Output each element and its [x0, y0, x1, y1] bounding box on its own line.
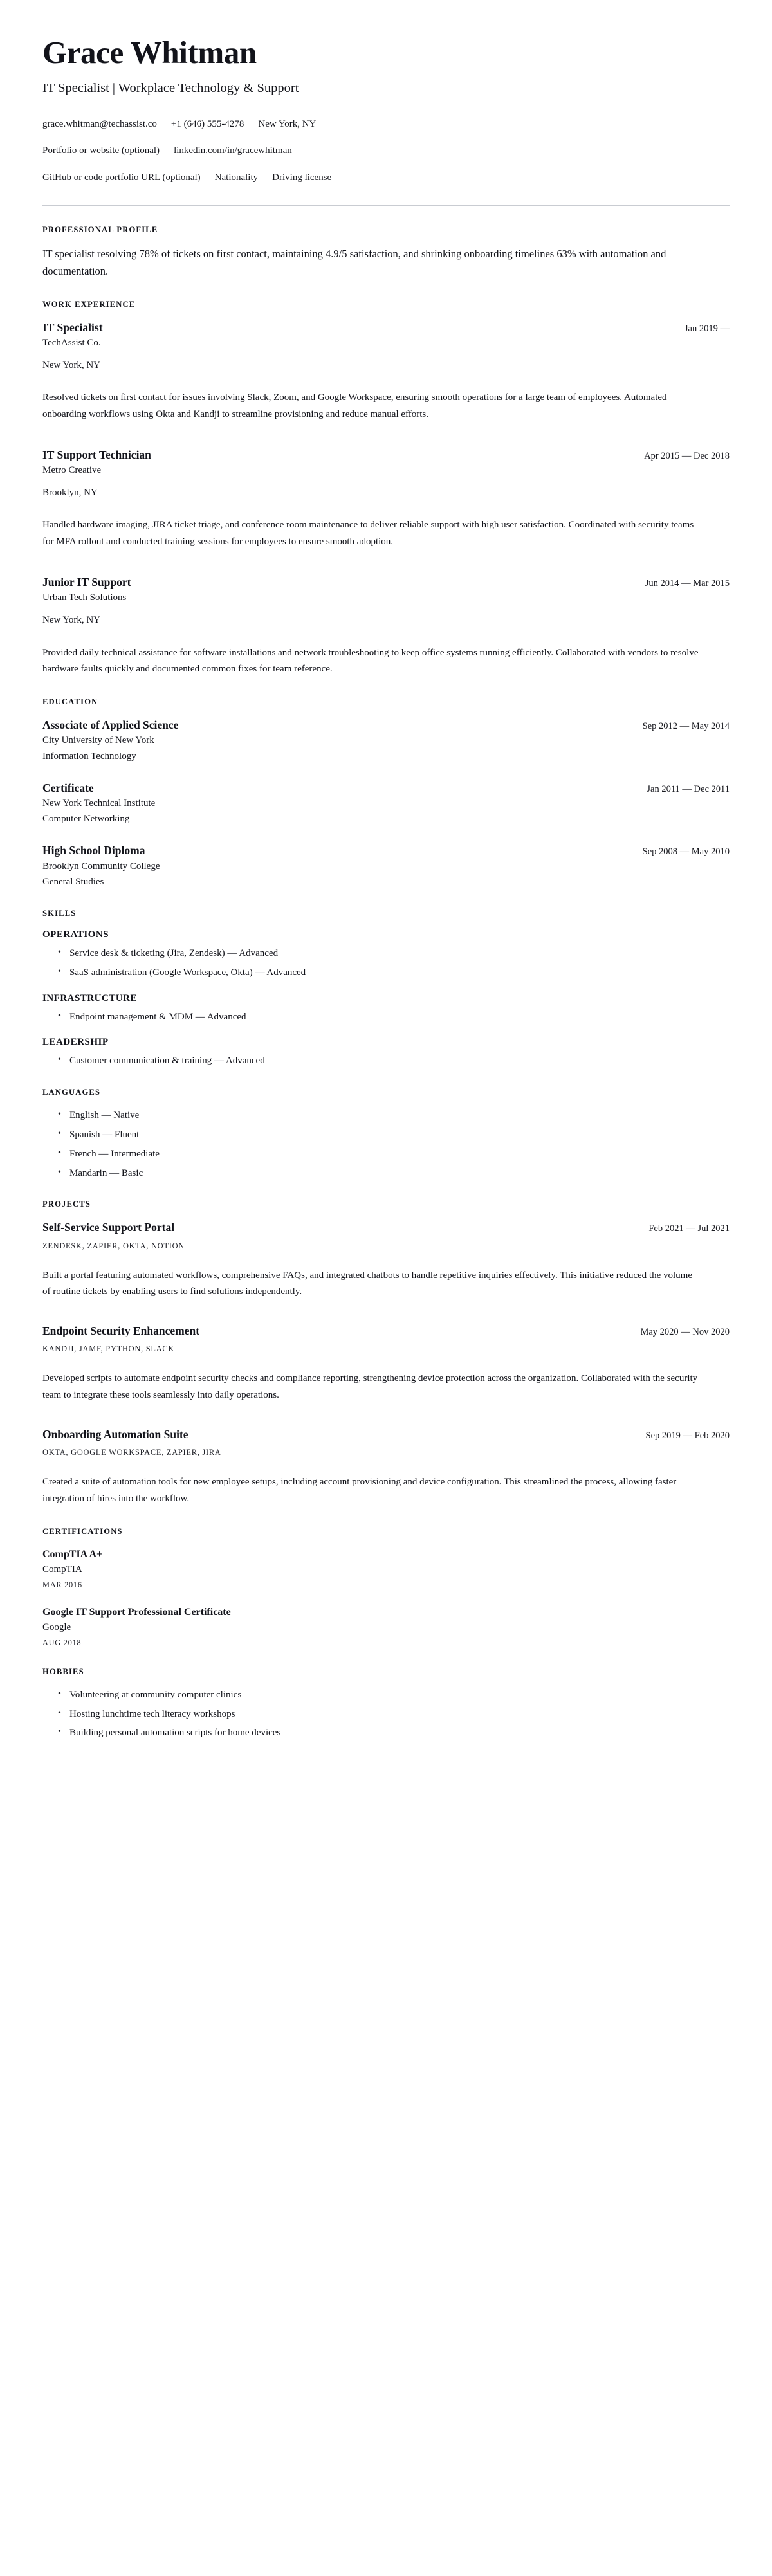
- work-job-location: Brooklyn, NY: [42, 488, 98, 498]
- section-title-work: WORK EXPERIENCE: [42, 299, 136, 309]
- project-dates: Sep 2019 — Feb 2020: [645, 1430, 730, 1441]
- work-job-description: Resolved tickets on first contact for issues involving Slack, Zoom, and Google Workspace, ensuring smooth operations for a large team of employees. Automated onboarding workflows using Okta and Kandji to streamline provisioning and reduce manual efforts.: [42, 392, 667, 419]
- certification-name: Google IT Support Professional Certificate: [42, 1606, 231, 1618]
- work-job-title: Junior IT Support: [42, 575, 131, 589]
- hobby-item: • Volunteering at community computer clinics: [58, 1688, 730, 1703]
- language-item: • French — Intermediate: [58, 1147, 730, 1162]
- project-entry-head: [42, 1427, 730, 1442]
- education-entry-head: [42, 718, 730, 733]
- project-description: Built a portal featuring automated workflows, comprehensive FAQs, and integrated chatbots to handle repetitive inquiries effectively. This initiative reduced the volume of routine tickets by enabling users to find solutions independently.: [42, 1270, 692, 1297]
- project-tech-stack: OKTA, GOOGLE WORKSPACE, ZAPIER, JIRA: [42, 1447, 221, 1457]
- project-description: Created a suite of automation tools for new employee setups, including account provisioning and device configuration. This streamlined the process, allowing faster integration of hires into the workflow.: [42, 1476, 677, 1504]
- languages-list: [42, 1108, 730, 1180]
- contact-email[interactable]: grace.whitman@techassist.co: [42, 118, 157, 129]
- resume-header: [42, 36, 730, 206]
- education-field: Information Technology: [42, 751, 136, 762]
- education-school: City University of New York: [42, 735, 154, 746]
- section-title-education: EDUCATION: [42, 697, 98, 707]
- education-dates: Jan 2011 — Dec 2011: [647, 783, 730, 794]
- education-field: Computer Networking: [42, 814, 130, 825]
- hobby-item: • Building personal automation scripts for home devices: [58, 1726, 730, 1740]
- contact-nationality[interactable]: Nationality: [214, 172, 259, 183]
- work-entry: [42, 448, 730, 551]
- work-entry-head: [42, 448, 730, 462]
- skill-list: [42, 1010, 730, 1025]
- work-company-name: Metro Creative: [42, 464, 102, 475]
- skill-item: • Service desk & ticketing (Jira, Zendesk) — Advanced: [58, 946, 730, 961]
- section-certifications: [42, 1527, 730, 1648]
- project-tech-stack: ZENDESK, ZAPIER, OKTA, NOTION: [42, 1241, 185, 1250]
- skill-group-title: INFRASTRUCTURE: [42, 992, 138, 1003]
- work-job-dates: Jun 2014 — Mar 2015: [645, 578, 730, 589]
- work-job-dates: Apr 2015 — Dec 2018: [644, 450, 730, 461]
- contact-location: New York, NY: [258, 118, 317, 129]
- project-entry: [42, 1324, 730, 1404]
- section-languages: [42, 1088, 730, 1180]
- section-title-languages: LANGUAGES: [42, 1088, 101, 1097]
- project-dates: Feb 2021 — Jul 2021: [648, 1223, 730, 1234]
- project-tech-stack: KANDJI, JAMF, PYTHON, SLACK: [42, 1344, 175, 1354]
- skill-item: • Endpoint management & MDM — Advanced: [58, 1010, 730, 1025]
- skill-group-infrastructure: [42, 993, 730, 1025]
- skill-list: [42, 946, 730, 980]
- certification-issuer: CompTIA: [42, 1564, 82, 1575]
- section-title-profile: PROFESSIONAL PROFILE: [42, 225, 158, 235]
- work-company-name: TechAssist Co.: [42, 337, 101, 348]
- section-work-experience: [42, 300, 730, 679]
- language-item: • English — Native: [58, 1108, 730, 1123]
- section-hobbies: [42, 1667, 730, 1740]
- certification-issuer: Google: [42, 1622, 71, 1633]
- candidate-name: Grace Whitman: [42, 35, 257, 70]
- language-item: • Mandarin — Basic: [58, 1166, 730, 1181]
- education-entry-head: [42, 843, 730, 858]
- work-entry: [42, 575, 730, 678]
- education-entry: [42, 781, 730, 827]
- project-title: Onboarding Automation Suite: [42, 1427, 188, 1441]
- contact-row-links: [42, 143, 730, 158]
- education-entry: [42, 718, 730, 764]
- certification-name: CompTIA A+: [42, 1548, 103, 1560]
- contact-portfolio[interactable]: Portfolio or website (optional): [42, 145, 160, 156]
- certification-entry: [42, 1548, 730, 1590]
- work-job-title: IT Support Technician: [42, 448, 151, 461]
- education-dates: Sep 2012 — May 2014: [642, 721, 730, 732]
- project-entry-head: [42, 1220, 730, 1235]
- contact-row-extra: [42, 170, 730, 185]
- education-degree: High School Diploma: [42, 844, 145, 857]
- contact-driving-license[interactable]: Driving license: [272, 172, 332, 183]
- education-entry: [42, 843, 730, 890]
- work-entry-head: [42, 575, 730, 590]
- education-degree: Associate of Applied Science: [42, 718, 179, 732]
- project-entry-head: [42, 1324, 730, 1338]
- skill-item: • SaaS administration (Google Workspace, Okta) — Advanced: [58, 965, 730, 980]
- work-job-dates: Jan 2019 —: [684, 323, 730, 334]
- skill-item: • Customer communication & training — Advanced: [58, 1054, 730, 1068]
- contact-phone[interactable]: +1 (646) 555-4278: [170, 118, 244, 129]
- education-field: General Studies: [42, 876, 104, 887]
- project-entry: [42, 1220, 730, 1301]
- education-school: New York Technical Institute: [42, 798, 156, 808]
- candidate-headline: IT Specialist | Workplace Technology & Support: [42, 80, 299, 95]
- work-job-description: Handled hardware imaging, JIRA ticket triage, and conference room maintenance to deliver reliable support with high user satisfaction. Coordinated with security teams for MFA rollout and conducted training sessions for employees to ensure smooth adoption.: [42, 520, 694, 547]
- profile-summary-text: IT specialist resolving 78% of tickets on first contact, maintaining 4.9/5 satisfaction, and shrinking onboarding timelines 63% with automation and documentation.: [42, 248, 666, 277]
- skill-group-leadership: [42, 1037, 730, 1068]
- work-job-location: New York, NY: [42, 615, 101, 626]
- project-title: Self-Service Support Portal: [42, 1221, 175, 1234]
- work-entry-head: [42, 320, 730, 335]
- work-job-location: New York, NY: [42, 360, 101, 370]
- education-entry-head: [42, 781, 730, 796]
- header-divider: [42, 205, 730, 206]
- work-company-name: Urban Tech Solutions: [42, 592, 127, 603]
- section-title-skills: SKILLS: [42, 909, 77, 918]
- certification-date: AUG 2018: [42, 1638, 82, 1647]
- project-entry: [42, 1427, 730, 1508]
- section-projects: [42, 1200, 730, 1507]
- project-description: Developed scripts to automate endpoint security checks and compliance reporting, strengthening device protection across the organization. Collaborated with the security team to integrate these tools seamlessly into daily operations.: [42, 1373, 698, 1401]
- education-degree: Certificate: [42, 781, 94, 794]
- contact-github[interactable]: GitHub or code portfolio URL (optional): [42, 172, 201, 183]
- section-title-hobbies: HOBBIES: [42, 1667, 84, 1676]
- certification-date: MAR 2016: [42, 1580, 82, 1589]
- work-job-description: Provided daily technical assistance for software installations and network troubleshooting to keep office systems running efficiently. Collaborated with vendors to resolve hardware faults quickly and documented common fixes for team reference.: [42, 647, 699, 675]
- contact-row-primary: [42, 117, 730, 132]
- education-dates: Sep 2008 — May 2010: [642, 846, 730, 857]
- section-skills: [42, 909, 730, 1068]
- section-education: [42, 697, 730, 890]
- hobbies-list: [42, 1688, 730, 1740]
- section-title-projects: PROJECTS: [42, 1200, 91, 1209]
- contact-linkedin[interactable]: linkedin.com/in/gracewhitman: [174, 145, 292, 156]
- section-professional-profile: [42, 225, 730, 280]
- language-item: • Spanish — Fluent: [58, 1128, 730, 1142]
- work-entry: [42, 320, 730, 423]
- skill-group-operations: [42, 929, 730, 980]
- skill-list: [42, 1054, 730, 1068]
- education-school: Brooklyn Community College: [42, 861, 160, 872]
- certification-entry: [42, 1605, 730, 1648]
- skill-group-title: LEADERSHIP: [42, 1037, 109, 1048]
- project-title: Endpoint Security Enhancement: [42, 1324, 200, 1338]
- skill-group-title: OPERATIONS: [42, 929, 109, 940]
- section-title-certifications: CERTIFICATIONS: [42, 1526, 123, 1536]
- work-job-title: IT Specialist: [42, 320, 103, 334]
- hobby-item: • Hosting lunchtime tech literacy workshops: [58, 1707, 730, 1722]
- project-dates: May 2020 — Nov 2020: [640, 1327, 730, 1338]
